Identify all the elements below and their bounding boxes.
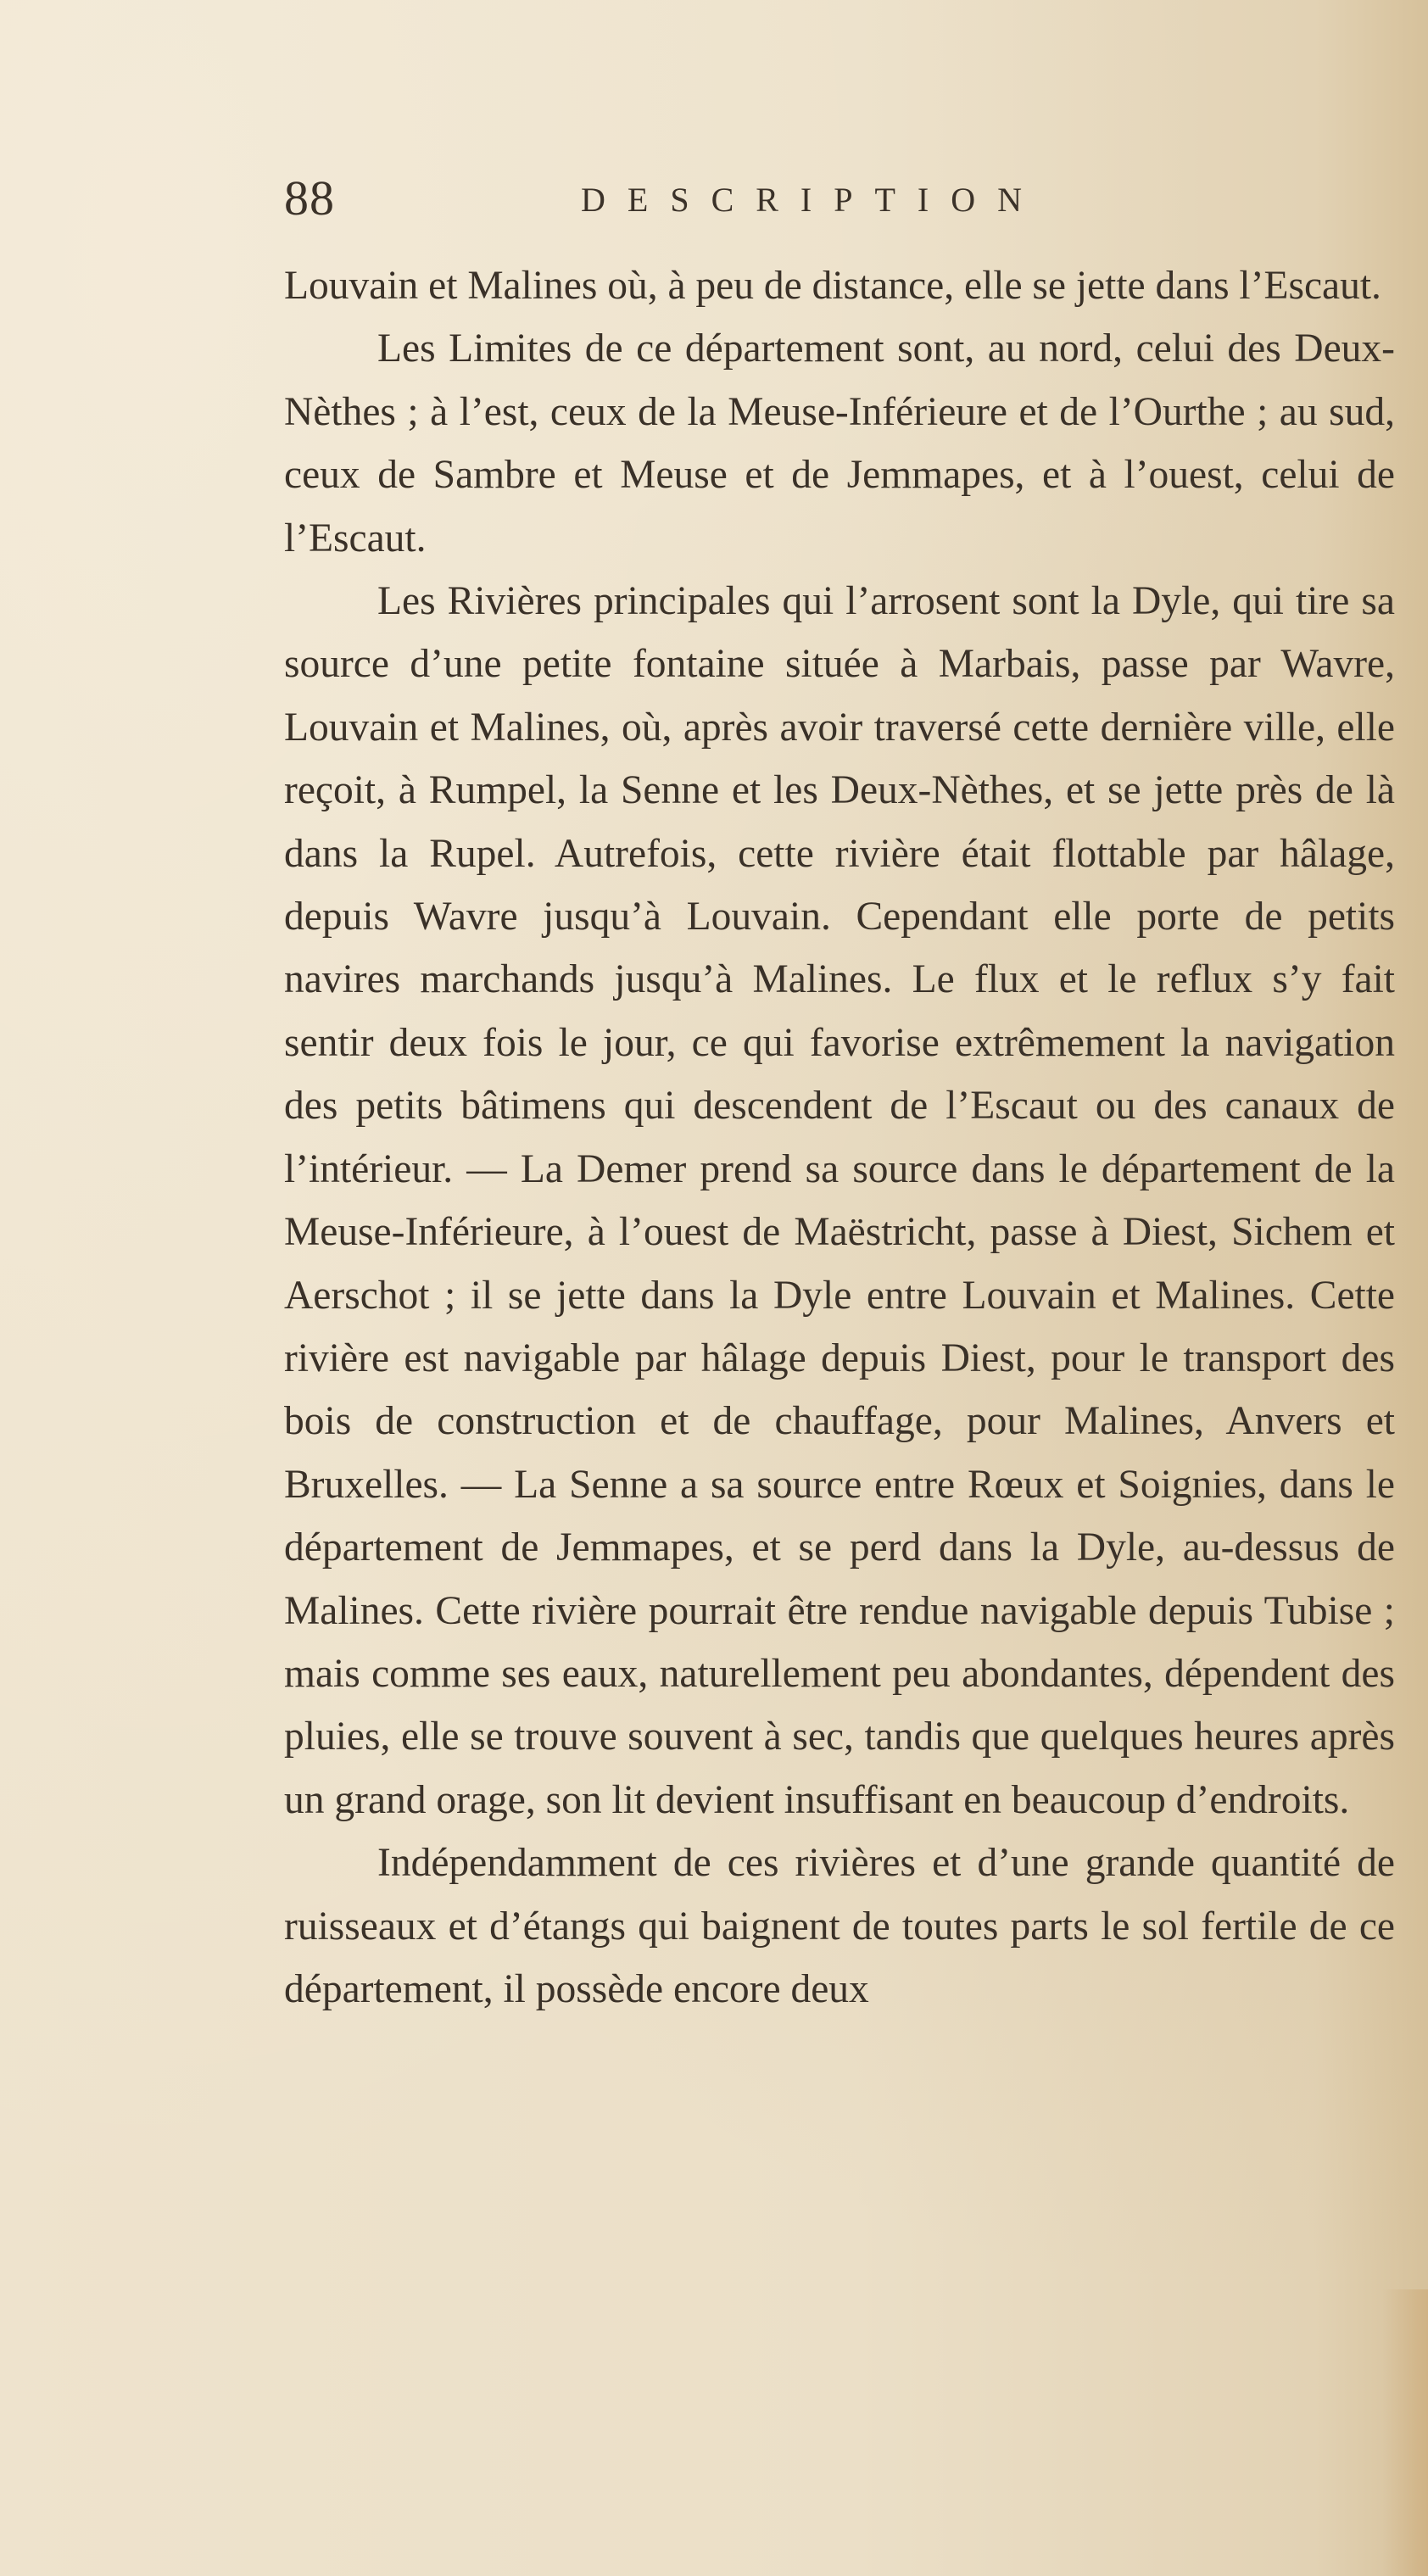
paragraph-limites: Les Limites de ce département sont, au nord, celui des Deux-Nèthes ; à l’est, ceux de la Meuse-Inférieure et de l’Ourthe ; au sud, ceux de Sambre et Meuse et de Jemmapes, et à l’ouest, celui de l’Escaut. bbox=[284, 326, 1395, 560]
running-head: DESCRIPTION bbox=[581, 181, 1045, 219]
page-number: 88 bbox=[284, 170, 335, 226]
paragraph-rivieres: Les Rivières principales qui l’arrosent sont la Dyle, qui tire sa source d’une petite fontaine située à Marbais, passe par Wavre, Louvain et Malines, où, après avoir traversé cette dernière ville, elle reçoit, à Rumpel, la Senne et les Deux-Nèthes, et se jette près de là dans la Rupel. Autrefois, cette rivière était flottable par hâlage, depuis Wavre jusqu’à Louvain. Cependant elle porte de petits navires marchands jusqu’à Malines. Le flux et le reflux s’y fait sentir deux fois le jour, ce qui favorise extrêmement la navigation des petits bâtimens qui descendent de l’Escaut ou des canaux de l’intérieur. — La Demer prend sa source dans le département de la Meuse-Inférieure, à l’ouest de Maëstricht, passe à Diest, Sichem et Aerschot ; il se jette dans la Dyle entre Louvain et Malines. Cette rivière est navigable par hâlage depuis Diest, pour le transport des bois de construction et de chauffage, pour Malines, Anvers et Bruxelles. — La Senne a sa source entre Rœux et Soignies, dans le département de Jemmapes, et se perd dans la Dyle, au-dessus de Malines. Cette rivière pourrait être rendue navigable depuis Tubise ; mais comme ses eaux, naturellement peu abondantes, dépendent des pluies, elle se trouve souvent à sec, tandis que quelques heures après un grand orage, son lit devient insuffisant en beaucoup d’endroits. bbox=[284, 579, 1395, 1822]
page-header bbox=[284, 170, 1412, 237]
paragraph-continuation: Louvain et Malines où, à peu de distance, elle se jette dans l’Escaut. bbox=[284, 264, 1381, 308]
paper-stain bbox=[1382, 2289, 1428, 2576]
body-text bbox=[284, 254, 1395, 2021]
paragraph-independamment: Indépendamment de ces rivières et d’une grande quantité de ruisseaux et d’étangs qui baignent de toutes parts le sol fertile de ce département, il possède encore deux bbox=[284, 1841, 1395, 2011]
